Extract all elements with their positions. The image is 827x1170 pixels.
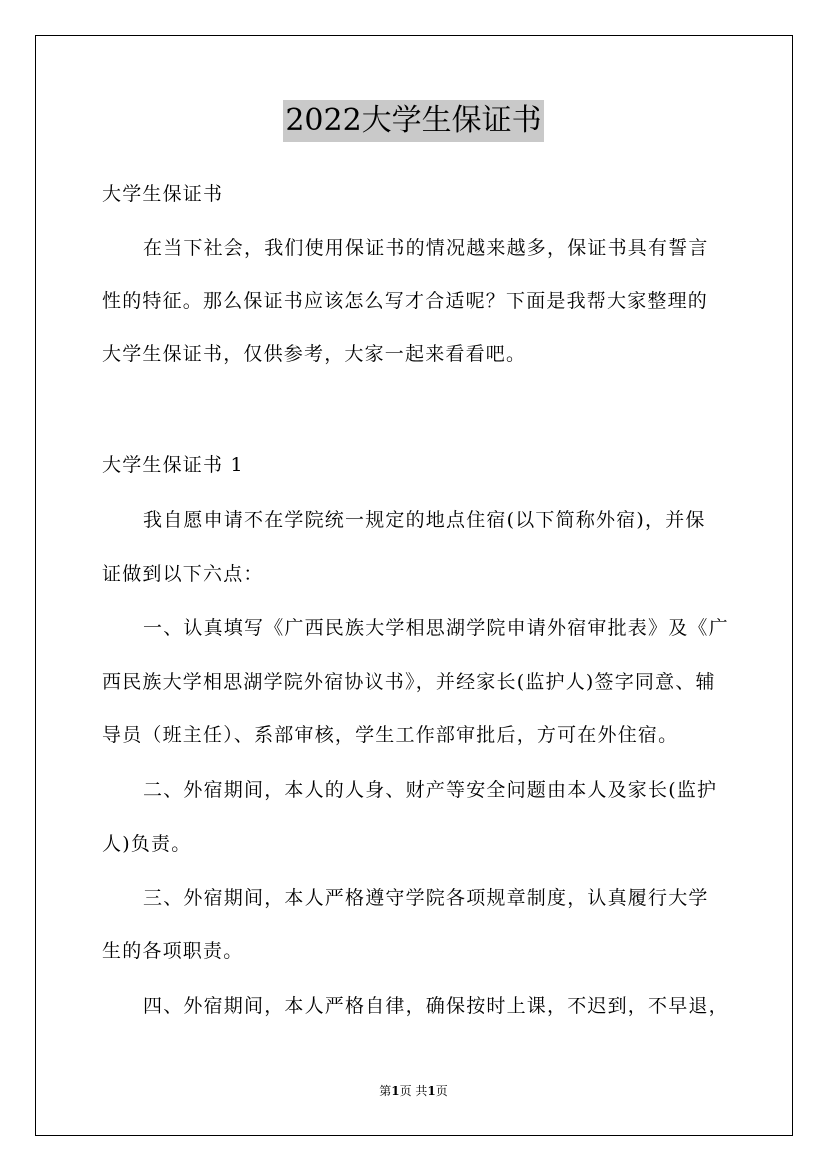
item-one-line-3: 导员（班主任）、系部审核，学生工作部审批后，方可在外住宿。: [102, 724, 679, 746]
body-line-1: 我自愿申请不在学院统一规定的地点住宿(以下简称外宿)，并保: [143, 509, 706, 531]
item-three-line-2: 生的各项职责。: [102, 940, 244, 962]
title-container: [0, 100, 827, 142]
section-heading: 大学生保证书: [102, 183, 224, 205]
document-title: 2022大学生保证书: [283, 100, 543, 142]
item-one-line-2: 西民族大学相思湖学院外宿协议书》，并经家长(监护人)签字同意、辅: [102, 671, 716, 693]
intro-paragraph-line-1: 在当下社会，我们使用保证书的情况越来越多，保证书具有誓言: [143, 237, 709, 259]
item-one-line-1: 一、认真填写《广西民族大学相思湖学院申请外宿审批表》及《广: [143, 617, 729, 639]
intro-paragraph-line-3: 大学生保证书，仅供参考，大家一起来看看吧。: [102, 343, 527, 365]
footer-page-prefix: 第: [379, 1084, 392, 1098]
footer-page-suffix: 页: [435, 1084, 448, 1098]
footer-page-total: 1: [427, 1084, 436, 1098]
intro-paragraph-line-2: 性的特征。那么保证书应该怎么写才合适呢？下面是我帮大家整理的: [102, 290, 709, 312]
item-four-line-1: 四、外宿期间，本人严格自律，确保按时上课，不迟到，不早退，: [143, 995, 729, 1017]
page-footer: [0, 1083, 827, 1099]
section-heading-1: 大学生保证书 1: [102, 454, 244, 476]
footer-page-current: 1: [391, 1084, 400, 1098]
item-two-line-2: 人)负责。: [102, 833, 192, 855]
item-three-line-1: 三、外宿期间，本人严格遵守学院各项规章制度，认真履行大学: [143, 887, 709, 909]
body-line-2: 证做到以下六点：: [102, 563, 264, 585]
item-two-line-1: 二、外宿期间，本人的人身、财产等安全问题由本人及家长(监护: [143, 779, 718, 801]
footer-page-mid: 页 共: [399, 1084, 428, 1098]
